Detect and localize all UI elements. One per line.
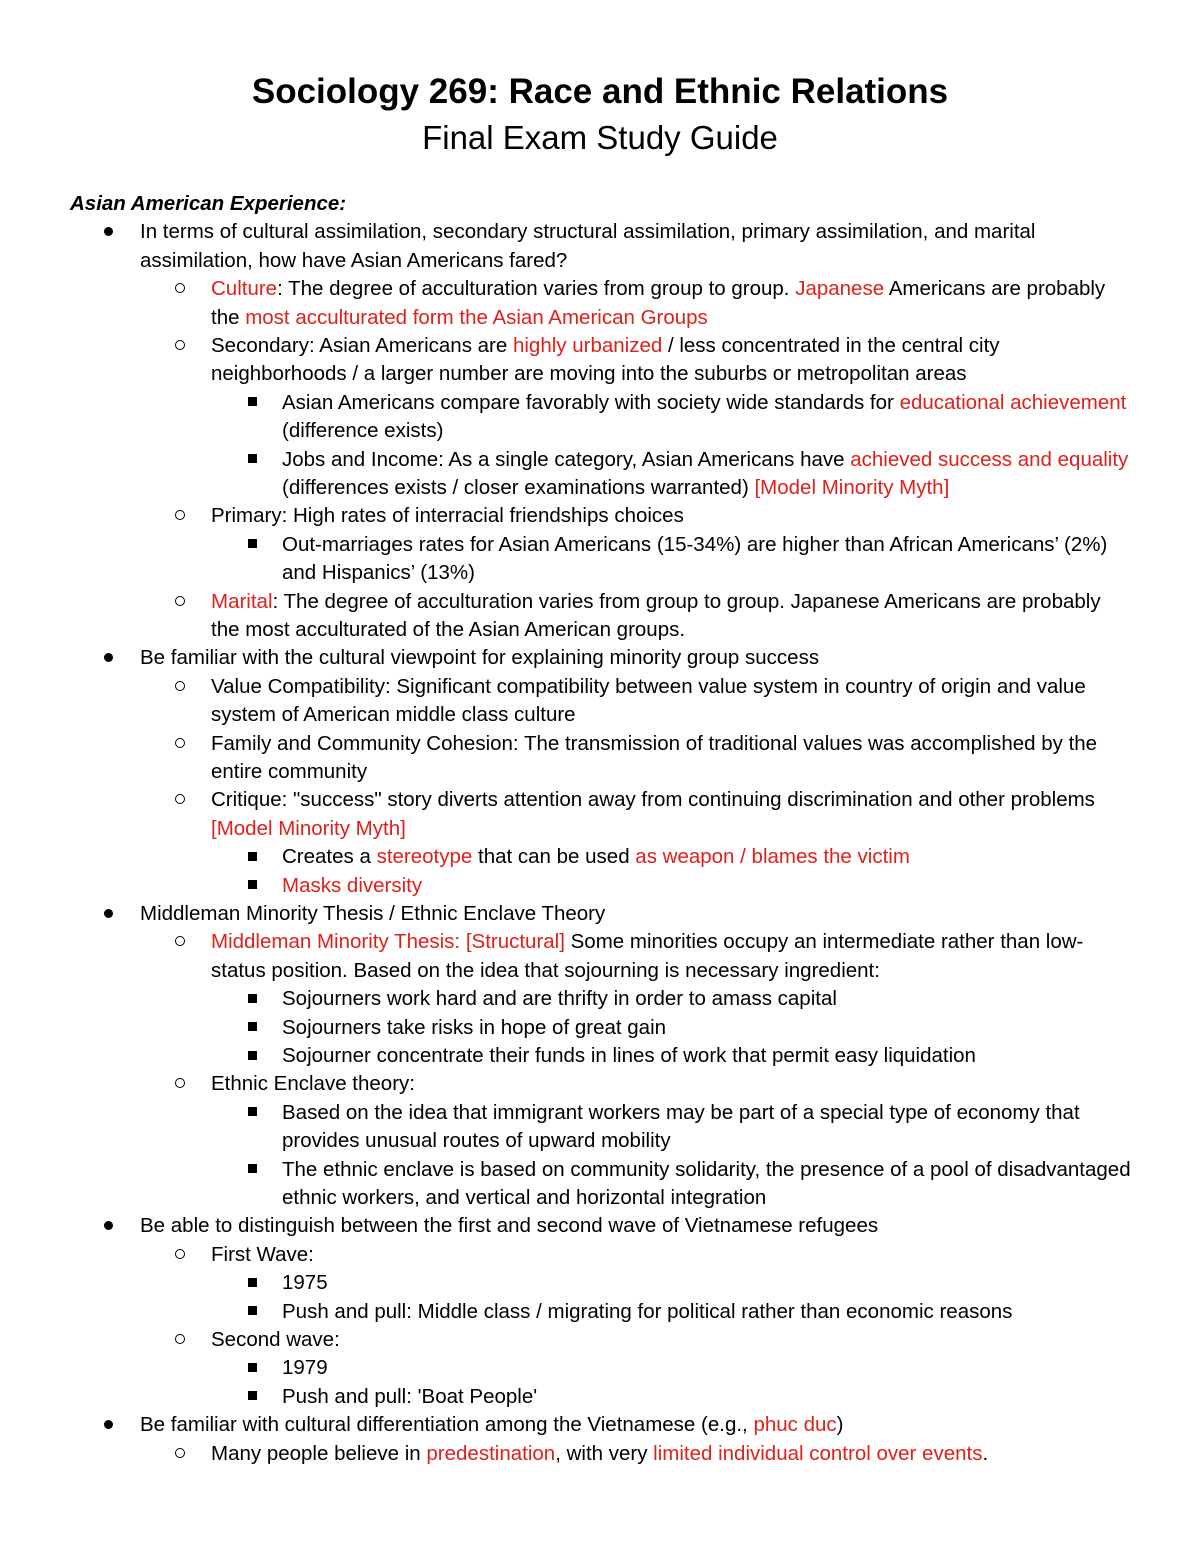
item-text: Push and pull: Middle class / migrating for political rather than economic reasons bbox=[282, 1299, 1013, 1323]
outline-item-level-3 bbox=[282, 872, 1132, 900]
item-text: Second wave: bbox=[211, 1328, 340, 1351]
item-text: First Wave: bbox=[211, 1242, 314, 1266]
item-text: Jobs and Income: As a single category, Asian Americans have bbox=[282, 447, 851, 471]
outline-item-level-2 bbox=[211, 786, 1121, 843]
bullet-square-icon bbox=[248, 1298, 257, 1326]
item-text: 1975 bbox=[282, 1271, 328, 1295]
item-text: Middleman Minority Thesis / Ethnic Enclave Theory bbox=[140, 902, 606, 925]
highlighted-text: stereotype bbox=[376, 845, 473, 869]
outline-item-level-1 bbox=[140, 1212, 1120, 1240]
bullet-disc-icon bbox=[104, 644, 113, 672]
bullet-square-icon bbox=[248, 843, 257, 871]
highlighted-text: predestination bbox=[426, 1441, 556, 1465]
item-text: In terms of cultural assimilation, secondary structural assimilation, primary assimilation, and marital assimilation, how have Asian Americans fared? bbox=[140, 220, 1036, 272]
item-text: Family and Community Cohesion: The transmission of traditional values was accomplished by the entire community bbox=[211, 731, 1098, 783]
bullet-square-icon bbox=[248, 1014, 257, 1042]
highlighted-text: [Model Minority Myth] bbox=[211, 816, 406, 840]
item-text: Out-marriages rates for Asian Americans (15-34%) are higher than African Americans’ (2%) and Hispanics’ (13%) bbox=[282, 532, 1108, 585]
bullet-square-icon bbox=[248, 1354, 257, 1382]
item-text: : The degree of acculturation varies from group to group. Japanese Americans are probably the most acculturated of the Asian American groups. bbox=[211, 589, 1101, 641]
outline-item-level-3 bbox=[282, 446, 1132, 503]
bullet-circle-icon bbox=[175, 332, 185, 360]
outline-item-level-1 bbox=[140, 900, 1120, 928]
item-text: 1979 bbox=[282, 1356, 328, 1380]
item-text: Primary: High rates of interracial friendships choices bbox=[211, 504, 684, 528]
outline-item-level-2 bbox=[211, 1440, 1121, 1468]
bullet-square-icon bbox=[248, 872, 257, 900]
bullet-square-icon bbox=[248, 1042, 257, 1070]
item-text: . bbox=[982, 1441, 989, 1465]
item-text: Americans are probably the bbox=[211, 277, 1106, 329]
highlighted-text: most acculturated form the Asian American Groups bbox=[245, 305, 708, 329]
outline-item-level-2 bbox=[211, 673, 1121, 730]
item-text: Secondary: Asian Americans are bbox=[211, 334, 513, 357]
outline-item-level-2 bbox=[211, 928, 1121, 985]
outline-item-level-2 bbox=[211, 588, 1121, 645]
outline-item-level-3 bbox=[282, 389, 1132, 446]
highlighted-text: limited individual control over events bbox=[653, 1441, 983, 1465]
document-subtitle: Final Exam Study Guide bbox=[422, 119, 778, 156]
item-text: Asian Americans compare favorably with society wide standards for bbox=[282, 390, 900, 414]
item-text: : The degree of acculturation varies from group to group. bbox=[277, 277, 796, 301]
bullet-circle-icon bbox=[175, 786, 185, 814]
item-text: that can be used bbox=[472, 845, 636, 869]
document-title: Sociology 269: Race and Ethnic Relations bbox=[251, 72, 949, 111]
item-text: (difference exists) bbox=[282, 419, 444, 443]
outline-item-level-3 bbox=[282, 1354, 1132, 1382]
item-text: ) bbox=[836, 1413, 844, 1437]
outline-item-level-3 bbox=[282, 1099, 1132, 1156]
bullet-circle-icon bbox=[175, 673, 185, 701]
highlighted-text: phuc duc bbox=[753, 1413, 837, 1437]
bullet-square-icon bbox=[248, 389, 257, 417]
outline-item-level-3 bbox=[282, 985, 1132, 1013]
highlighted-text: Marital bbox=[211, 589, 273, 613]
bullet-disc-icon bbox=[104, 1411, 113, 1439]
section-heading: Asian American Experience: bbox=[70, 192, 347, 215]
outline-item-level-2 bbox=[211, 1326, 1121, 1354]
item-text: Some minorities occupy an intermediate rather than low-status position. Based on the idea that sojourning is necessary ingredient: bbox=[211, 930, 1084, 982]
item-text: Critique: "success" story diverts attention away from continuing discrimination and other problems bbox=[211, 788, 1095, 812]
item-text: Sojourners work hard and are thrifty in order to amass capital bbox=[282, 987, 837, 1011]
highlighted-text: Masks diversity bbox=[282, 873, 423, 897]
outline-item-level-3 bbox=[282, 843, 1132, 871]
outline-item-level-2 bbox=[211, 730, 1121, 787]
bullet-circle-icon bbox=[175, 1241, 185, 1269]
bullet-square-icon bbox=[248, 531, 257, 559]
bullet-square-icon bbox=[248, 1383, 257, 1411]
outline-item-level-3 bbox=[282, 1383, 1132, 1411]
outline-item-level-3 bbox=[282, 1042, 1132, 1070]
outline-item-level-1 bbox=[140, 218, 1120, 275]
bullet-square-icon bbox=[248, 985, 257, 1013]
highlighted-text: Japanese bbox=[795, 277, 885, 301]
outline-item-level-2 bbox=[211, 1241, 1121, 1269]
outline-item-level-3 bbox=[282, 1269, 1132, 1297]
highlighted-text: [Model Minority Myth] bbox=[754, 476, 950, 499]
item-text: Sojourner concentrate their funds in lines of work that permit easy liquidation bbox=[282, 1044, 976, 1067]
bullet-square-icon bbox=[248, 446, 257, 474]
outline-item-level-1 bbox=[140, 644, 1120, 672]
bullet-square-icon bbox=[248, 1099, 257, 1127]
item-text: Based on the idea that immigrant workers may be part of a special type of economy that provides unusual routes of upward mobility bbox=[282, 1100, 1080, 1153]
outline-item-level-2 bbox=[211, 502, 1121, 530]
bullet-square-icon bbox=[248, 1269, 257, 1297]
bullet-circle-icon bbox=[175, 275, 185, 303]
highlighted-text: highly urbanized bbox=[512, 334, 663, 357]
highlighted-text: Culture bbox=[211, 277, 278, 301]
outline-item-level-3 bbox=[282, 1014, 1132, 1042]
bullet-circle-icon bbox=[175, 1440, 185, 1468]
bullet-circle-icon bbox=[175, 1326, 185, 1354]
highlighted-text: as weapon / blames the victim bbox=[635, 845, 910, 869]
item-text: Sojourners take risks in hope of great gain bbox=[282, 1015, 667, 1039]
bullet-disc-icon bbox=[104, 900, 113, 928]
item-text: / less concentrated in the central city neighborhoods / a larger number are moving into the suburbs or metropolitan areas bbox=[211, 334, 1000, 386]
outline-item-level-2 bbox=[211, 1070, 1121, 1098]
bullet-disc-icon bbox=[104, 1212, 113, 1240]
highlighted-text: educational achievement bbox=[899, 390, 1127, 414]
highlighted-text: Middleman Minority Thesis: [Structural] bbox=[211, 930, 565, 954]
highlighted-text: achieved success and equality bbox=[850, 447, 1129, 471]
item-text: Be familiar with the cultural viewpoint for explaining minority group success bbox=[140, 646, 820, 670]
item-text: (differences exists / closer examinations warranted) bbox=[282, 476, 755, 499]
bullet-circle-icon bbox=[175, 730, 185, 758]
outline-item-level-3 bbox=[282, 1156, 1132, 1213]
outline-item-level-1 bbox=[140, 1411, 1120, 1439]
item-text: Ethnic Enclave theory: bbox=[211, 1072, 415, 1096]
item-text: Value Compatibility: Significant compatibility between value system in country of origin and value system of American middle class culture bbox=[211, 674, 1086, 727]
bullet-circle-icon bbox=[175, 502, 185, 530]
item-text: Many people believe in bbox=[211, 1441, 427, 1465]
bullet-circle-icon bbox=[175, 588, 185, 616]
item-text: , with very bbox=[555, 1441, 654, 1465]
outline-item-level-3 bbox=[282, 531, 1132, 588]
outline-item-level-2 bbox=[211, 275, 1121, 332]
outline-item-level-2 bbox=[211, 332, 1121, 389]
bullet-circle-icon bbox=[175, 1070, 185, 1098]
item-text: Creates a bbox=[282, 845, 377, 869]
outline-item-level-3 bbox=[282, 1298, 1132, 1326]
item-text: Be familiar with cultural differentiation among the Vietnamese (e.g., bbox=[140, 1413, 754, 1437]
item-text: Push and pull: 'Boat People' bbox=[282, 1384, 538, 1408]
item-text: Be able to distinguish between the first and second wave of Vietnamese refugees bbox=[140, 1214, 879, 1238]
bullet-square-icon bbox=[248, 1156, 257, 1184]
item-text: The ethnic enclave is based on community solidarity, the presence of a pool of disadvantaged ethnic workers, and vertical and horizontal integration bbox=[282, 1157, 1131, 1209]
bullet-disc-icon bbox=[104, 218, 113, 246]
bullet-circle-icon bbox=[175, 928, 185, 956]
